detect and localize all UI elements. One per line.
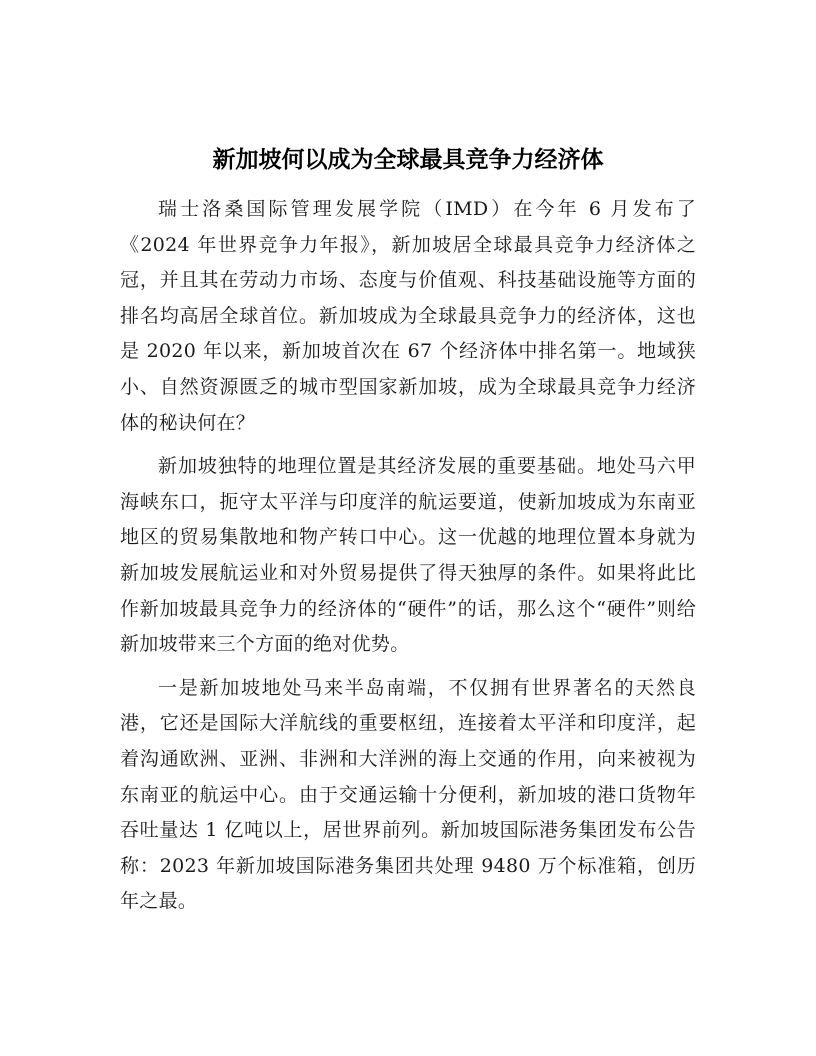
paragraph-3: 一是新加坡地处马来半岛南端，不仅拥有世界著名的天然良港，它还是国际大洋航线的重要枢纽，连接着太平洋和印度洋，起着沟通欧洲、亚洲、非洲和大洋洲的海上交通的作用，向来被视为东南亚的航运中心。由于交通运输十分便利，新加坡的港口货物年吞吐量达 1 亿吨以上，居世界前列。新加坡国际港务集团发布公告称：2023 年新加坡国际港务集团共处理 9480 万个标准箱，创历年之最。 <box>120 676 696 913</box>
paragraph-1: 瑞士洛桑国际管理发展学院（IMD）在今年 6 月发布了《2024 年世界竞争力年报》，新加坡居全球最具竞争力经济体之冠，并且其在劳动力市场、态度与价值观、科技基础设施等方面的排名均高居全球首位。新加坡成为全球最具竞争力的经济体，这也是 2020 年以来，新加坡首次在 67 个经济体中排名第一。地域狭小、自然资源匮乏的城市型国家新加坡，成为全球最具竞争力经济体的秘诀何在？ <box>120 198 696 434</box>
document-body <box>120 192 696 928</box>
paragraph-2: 新加坡独特的地理位置是其经济发展的重要基础。地处马六甲海峡东口，扼守太平洋与印度洋的航运要道，使新加坡成为东南亚地区的贸易集散地和物产转口中心。这一优越的地理位置本身就为新加坡发展航运业和对外贸易提供了得天独厚的条件。如果将此比作新加坡最具竞争力的经济体的“硬件”的话，那么这个“硬件”则给新加坡带来三个方面的绝对优势。 <box>120 455 696 656</box>
document-title: 新加坡何以成为全球最具竞争力经济体 <box>212 147 604 173</box>
